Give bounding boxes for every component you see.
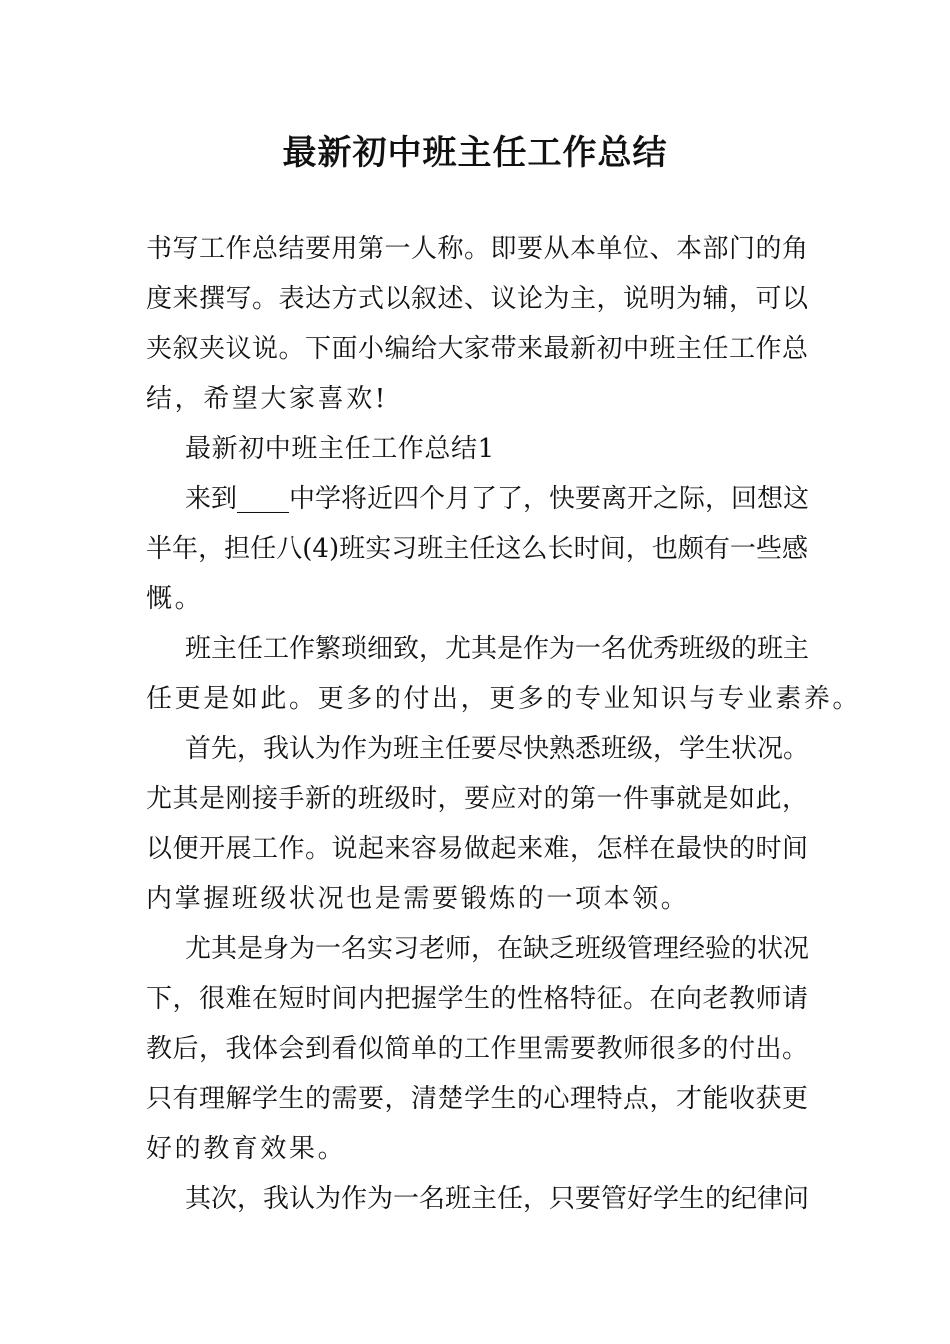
section-heading: 最新初中班主任工作总结1 — [185, 434, 495, 464]
paragraph-line: 度来撰写。表达方式以叙述、议论为主，说明为辅，可以 — [146, 284, 808, 314]
paragraph-line: 夹叙夹议说。下面小编给大家带来最新初中班主任工作总 — [146, 334, 808, 364]
paragraph-line: 尤其是身为一名实习老师，在缺乏班级管理经验的状况 — [185, 934, 810, 964]
paragraph-line: 首先，我认为作为班主任要尽快熟悉班级，学生状况。 — [185, 734, 810, 764]
paragraph-line: 以便开展工作。说起来容易做起来难，怎样在最快的时间 — [146, 834, 808, 864]
paragraph-line: 来到____中学将近四个月了了，快要离开之际，回想这 — [185, 484, 810, 514]
paragraph-line: 好的教育效果。 — [146, 1134, 347, 1164]
document-title: 最新初中班主任工作总结 — [282, 133, 668, 173]
paragraph-line: 结，希望大家喜欢! — [146, 384, 388, 414]
paragraph-line: 内掌握班级状况也是需要锻炼的一项本领。 — [146, 884, 690, 914]
paragraph-line: 书写工作总结要用第一人称。即要从本单位、本部门的角 — [146, 234, 808, 264]
paragraph-line: 尤其是刚接手新的班级时，要应对的第一件事就是如此， — [146, 784, 808, 814]
paragraph-line: 其次，我认为作为一名班主任，只要管好学生的纪律问 — [185, 1184, 810, 1214]
paragraph-line: 半年，担任八(4)班实习班主任这么长时间，也颇有一些感 — [146, 534, 808, 564]
paragraph-line: 慨。 — [146, 584, 204, 614]
paragraph-line: 班主任工作繁琐细致，尤其是作为一名优秀班级的班主 — [185, 634, 810, 664]
paragraph-line: 教后，我体会到看似简单的工作里需要教师很多的付出。 — [146, 1034, 808, 1064]
paragraph-line: 下，很难在短时间内把握学生的性格特征。在向老教师请 — [146, 984, 808, 1014]
paragraph-line: 只有理解学生的需要，清楚学生的心理特点，才能收获更 — [146, 1084, 808, 1114]
paragraph-line: 任更是如此。更多的付出，更多的专业知识与专业素养。 — [146, 684, 862, 714]
